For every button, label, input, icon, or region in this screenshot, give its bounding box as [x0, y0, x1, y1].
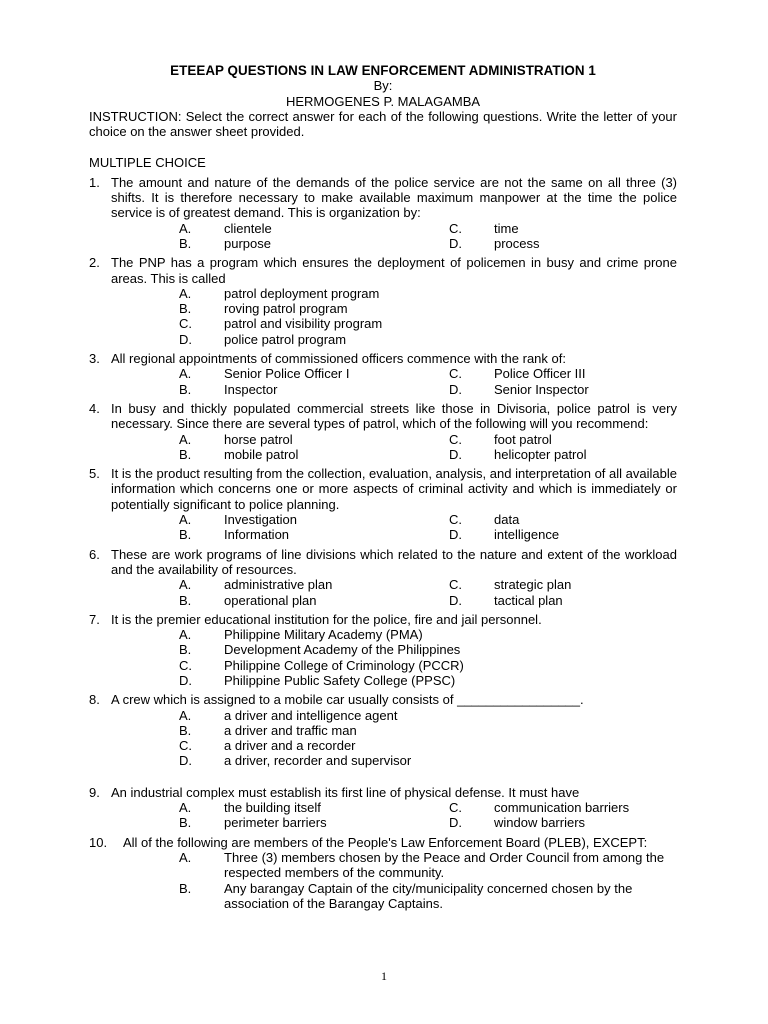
option-letter: D. — [449, 235, 462, 251]
question-number: 2. — [89, 255, 100, 271]
option-text: Police Officer III — [494, 366, 586, 382]
options-5 — [179, 512, 677, 543]
question-number: 4. — [89, 400, 100, 416]
author-name: HERMOGENES P. MALAGAMBA — [285, 93, 481, 109]
options-7 — [179, 627, 677, 688]
option-letter: C. — [179, 316, 192, 332]
options-2 — [179, 286, 677, 347]
option-letter: D. — [179, 672, 192, 688]
question-3 — [89, 351, 677, 366]
option-letter: A. — [179, 220, 192, 236]
option-letter: D. — [179, 331, 192, 347]
options-6 — [179, 577, 677, 608]
option-text: process — [494, 235, 540, 251]
option-letter: B. — [179, 722, 192, 738]
instruction-text: INSTRUCTION: Select the correct answer for each of the following questions. Write the letter of your choice on the answer sheet provided. — [89, 108, 677, 140]
option-letter: B. — [179, 527, 192, 543]
spacer — [89, 769, 677, 781]
page-number: 1 — [381, 969, 387, 983]
option-text: police patrol program — [224, 331, 347, 347]
option-text: foot patrol — [494, 431, 552, 447]
option-text: communication barriers — [494, 800, 630, 816]
options-8 — [179, 708, 677, 769]
option-text: Information — [224, 527, 290, 543]
option-text: time — [494, 220, 519, 236]
option-letter: D. — [449, 381, 462, 397]
option-letter: D. — [449, 815, 462, 831]
option-text: intelligence — [494, 527, 560, 543]
question-number: 7. — [89, 611, 100, 627]
option-text: roving patrol program — [224, 301, 348, 317]
option-letter: C. — [179, 657, 192, 673]
question-number: 10. — [89, 834, 108, 850]
question-number: 5. — [89, 466, 100, 482]
option-text: clientele — [224, 220, 272, 236]
question-9 — [89, 785, 677, 800]
byline: By: — [373, 78, 393, 94]
question-text: A crew which is assigned to a mobile car usually consists of _________________. — [111, 692, 584, 708]
option-text: Philippine College of Criminology (PCCR) — [224, 657, 464, 673]
option-letter: A. — [179, 285, 192, 301]
option-letter: D. — [449, 527, 462, 543]
option-letter: B. — [179, 815, 192, 831]
option-letter: A. — [179, 512, 192, 528]
option-text: administrative plan — [224, 577, 333, 593]
option-letter: C. — [449, 366, 462, 382]
option-text: horse patrol — [224, 431, 293, 447]
question-7 — [89, 612, 677, 627]
question-8 — [89, 692, 677, 707]
option-text: Investigation — [224, 512, 297, 528]
option-letter: B. — [179, 592, 192, 608]
question-text: All of the following are members of the People's Law Enforcement Board (PLEB), EXCEPT: — [123, 834, 648, 850]
option-text: Three (3) members chosen by the Peace and Order Council from among the respected members of the community. — [224, 849, 665, 881]
option-text: tactical plan — [494, 592, 563, 608]
option-text: perimeter barriers — [224, 815, 327, 831]
option-letter: A. — [179, 577, 192, 593]
option-letter: D. — [449, 592, 462, 608]
options-1 — [179, 221, 677, 252]
option-text: data — [494, 512, 520, 528]
question-4 — [89, 401, 677, 432]
question-6 — [89, 547, 677, 578]
option-letter: C. — [449, 431, 462, 447]
option-text: patrol deployment program — [224, 285, 380, 301]
question-number: 1. — [89, 174, 100, 190]
option-text: Any barangay Captain of the city/municipality concerned chosen by the association of the Barangay Captains. — [224, 880, 633, 911]
question-text: The PNP has a program which ensures the deployment of policemen in busy and crime prone areas. This is called — [111, 255, 677, 286]
option-text: Senior Police Officer I — [224, 366, 350, 382]
option-text: a driver and traffic man — [224, 722, 357, 738]
option-text: Philippine Public Safety College (PPSC) — [224, 672, 456, 688]
option-letter: A. — [179, 366, 192, 382]
option-text: the building itself — [224, 800, 321, 816]
question-text: It is the product resulting from the collection, evaluation, analysis, and interpretation of all available information which concerns one or more aspects of criminal activity and which is immediately or potentially significant to police planning. — [111, 466, 677, 512]
option-letter: C. — [449, 800, 462, 816]
question-text: All regional appointments of commissioned officers commence with the rank of: — [111, 351, 566, 367]
option-text: a driver and intelligence agent — [224, 707, 398, 723]
question-text: These are work programs of line divisions which related to the nature and extent of the workload and the availability of resources. — [111, 546, 677, 577]
question-text: The amount and nature of the demands of the police service are not the same on all three (3) shifts. It is therefore necessary to make available maximum manpower at the time the police service is of greatest demand. This is organization by: — [111, 174, 677, 221]
question-5 — [89, 466, 677, 512]
question-text: In busy and thickly populated commercial streets like those in Divisoria, police patrol is very necessary. Since there are several types of patrol, which of the following will you recommend: — [111, 400, 677, 432]
question-number: 3. — [89, 351, 100, 367]
option-letter: D. — [449, 446, 462, 462]
option-letter: C. — [449, 220, 462, 236]
option-letter: D. — [179, 753, 192, 769]
option-letter: C. — [449, 577, 462, 593]
option-letter: C. — [449, 512, 462, 528]
option-text: patrol and visibility program — [224, 316, 383, 332]
question-1 — [89, 175, 677, 221]
option-text: purpose — [224, 235, 271, 251]
option-letter: A. — [179, 800, 192, 816]
option-text: window barriers — [494, 815, 586, 831]
option-text: strategic plan — [494, 577, 572, 593]
option-letter: B. — [179, 301, 192, 317]
option-letter: B. — [179, 446, 192, 462]
option-letter: A. — [179, 707, 192, 723]
options-9 — [179, 800, 677, 831]
question-number: 6. — [89, 546, 100, 562]
options-3 — [179, 366, 677, 397]
option-letter: B. — [179, 235, 192, 251]
option-text: mobile patrol — [224, 446, 299, 462]
question-2 — [89, 255, 677, 286]
question-number: 8. — [89, 692, 100, 708]
option-text: a driver and a recorder — [224, 738, 356, 754]
option-letter: B. — [179, 642, 192, 658]
option-text: Inspector — [224, 381, 278, 397]
document-title: ETEEAP QUESTIONS IN LAW ENFORCEMENT ADMINISTRATION 1 — [170, 63, 596, 78]
question-text: An industrial complex must establish its first line of physical defense. It must have — [111, 784, 580, 800]
question-10 — [89, 835, 677, 850]
option-letter: B. — [179, 381, 192, 397]
question-number: 9. — [89, 784, 100, 800]
document-page — [89, 63, 677, 911]
option-letter: A. — [179, 849, 192, 865]
option-text: helicopter patrol — [494, 446, 587, 462]
option-text: Senior Inspector — [494, 381, 589, 397]
option-letter: B. — [179, 880, 192, 896]
option-text: operational plan — [224, 592, 317, 608]
option-text: Development Academy of the Philippines — [224, 642, 461, 658]
option-letter: A. — [179, 431, 192, 447]
option-letter: A. — [179, 627, 192, 643]
section-title: MULTIPLE CHOICE — [89, 155, 206, 171]
option-letter: C. — [179, 738, 192, 754]
option-text: Philippine Military Academy (PMA) — [224, 627, 423, 643]
option-text: a driver, recorder and supervisor — [224, 753, 412, 769]
options-10 — [179, 850, 677, 911]
question-text: It is the premier educational institution for the police, fire and jail personnel. — [111, 611, 542, 627]
options-4 — [179, 432, 677, 463]
